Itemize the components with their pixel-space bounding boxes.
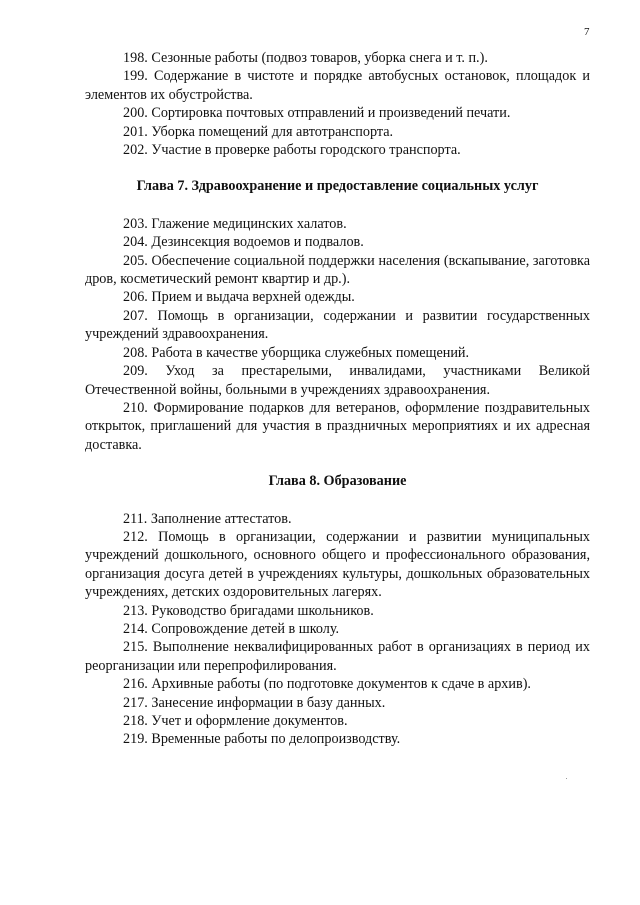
list-item: 216. Архивные работы (по подготовке документов к сдаче в архив). [123, 676, 531, 693]
chapter-heading: Глава 7. Здравоохранение и предоставление социальных услуг [136, 178, 539, 195]
list-item: 210. Формирование подарков для ветеранов, оформление поздравительных открыток, приглашений для участия в праздничных мероприятиях и их адресная доставка. [85, 399, 590, 453]
list-item: 207. Помощь в организации, содержании и развитии государственных учреждений здравоохранения. [85, 307, 590, 343]
list-item: 202. Участие в проверке работы городского транспорта. [123, 142, 461, 159]
list-item: 204. Дезинсекция водоемов и подвалов. [123, 234, 364, 251]
list-item: 209. Уход за престарелыми, инвалидами, участниками Великой Отечественной войны, больными в учреждениях здравоохранения. [85, 363, 590, 398]
list-item: 215. Выполнение неквалифицированных работ в организациях в период их реорганизации или перепрофилирования. [85, 639, 590, 674]
list-item: 218. Учет и оформление документов. [123, 713, 348, 729]
list-item: 199. Содержание в чистоте и порядке автобусных остановок, площадок и элементов их обустройства. [85, 68, 590, 103]
chapter-heading: Глава 8. Образование [268, 473, 407, 490]
list-item: 201. Уборка помещений для автотранспорта. [123, 123, 394, 140]
list-item: 198. Сезонные работы (подвоз товаров, уборка снега и т. п.). [123, 50, 488, 66]
list-item: 203. Глажение медицинских халатов. [123, 215, 347, 232]
document-body [85, 49, 590, 749]
list-item: 212. Помощь в организации, содержании и развитии муниципальных учреждений дошкольного, основного общего и профессионального образования, организация досуга детей в учреждениях культуры, дошкольных образовательных учреждениях, детских оздоровительных лагерях. [85, 528, 590, 601]
list-item: 211. Заполнение аттестатов. [123, 510, 292, 527]
list-item: 208. Работа в качестве уборщика служебных помещений. [123, 344, 470, 361]
scan-speck [566, 778, 567, 779]
list-item: 205. Обеспечение социальной поддержки населения (вскапывание, заготовка дров, косметический ремонт квартир и др.). [85, 252, 590, 288]
list-item: 217. Занесение информации в базу данных. [123, 694, 386, 711]
page-number: 7 [584, 26, 590, 38]
list-item: 219. Временные работы по делопроизводству. [123, 731, 401, 748]
list-item: 206. Прием и выдача верхней одежды. [123, 289, 355, 306]
list-item: 214. Сопровождение детей в школу. [123, 620, 340, 637]
list-item: 213. Руководство бригадами школьников. [123, 602, 374, 619]
list-item: 200. Сортировка почтовых отправлений и произведений печати. [123, 105, 511, 122]
